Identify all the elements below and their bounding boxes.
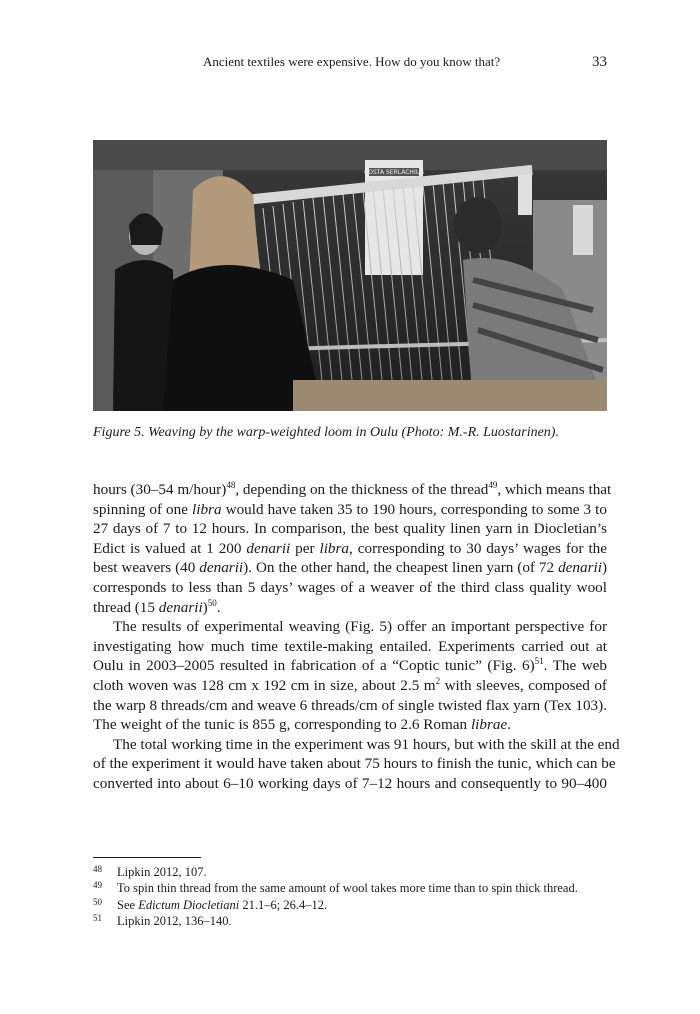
text-line [93, 656, 607, 676]
italic-term: denarii [199, 559, 244, 577]
text: best weavers (40 [93, 559, 200, 577]
italic-term: libra [319, 539, 350, 557]
text: 21.1–6; 26.4–12. [239, 897, 328, 912]
footnote [93, 913, 607, 929]
footnote [93, 864, 607, 880]
text: ). On the other hand, the cheapest linen yarn (of 72 [243, 559, 559, 577]
text: cloth woven was 128 cm x 192 cm in size, about 2.5 m [93, 676, 436, 694]
footnote [93, 880, 607, 896]
text: thread (15 [93, 598, 159, 616]
paragraph-1 [93, 480, 612, 617]
text: , which means that [497, 481, 612, 498]
text: . The web [543, 657, 607, 675]
italic-term: denarii [158, 598, 203, 616]
footnote-ref[interactable]: 48 [226, 480, 236, 490]
text-line: corresponds to less than 5 days’ wages of a weaver of the third class quality wool [93, 578, 607, 596]
text: hours (30–54 m/hour) [93, 481, 227, 498]
text: spinning of one [93, 500, 193, 518]
footnote-number: 48 [93, 864, 102, 874]
text: The weight of the tunic is 855 g, corresponding to 2.6 Roman [93, 716, 471, 734]
body-text [93, 480, 620, 794]
text-line: investigating how much time textile-making entailed. Experiments carried out at [93, 637, 607, 655]
footnote-number: 49 [93, 880, 102, 891]
footnote-text: To spin thin thread from the same amount of wool takes more time than to spin thick thread. [117, 881, 578, 896]
text: would have taken 35 to 190 hours, corresponding to some 3 to [221, 500, 607, 518]
footnote-text: Lipkin 2012, 136–140. [117, 914, 232, 929]
text: with sleeves, composed of [440, 676, 607, 694]
text: ) [601, 559, 607, 577]
text-line: the warp 8 threads/cm and weave 6 threads/cm of single twisted flax yarn (Tex 103). [93, 696, 607, 714]
footnote-ref[interactable]: 51 [534, 656, 544, 667]
text-line [93, 598, 607, 618]
poster-text: COSTA SERLACHIUS [364, 169, 424, 176]
text: per [290, 539, 320, 557]
loom-photo [93, 140, 607, 411]
italic-term: libra [192, 500, 222, 518]
text: See [117, 897, 139, 912]
text-line [93, 539, 607, 559]
text: , depending on the thickness of the thread [235, 481, 489, 498]
italic-term: denarii [246, 539, 291, 557]
text-line: converted into about 6–10 working days of 7–12 hours and consequently to 90–400 [93, 774, 607, 792]
text: ) [202, 598, 208, 616]
footnote-number: 50 [93, 896, 102, 907]
text-line [93, 676, 607, 696]
footnote-text [117, 898, 327, 912]
italic-term: librae [470, 716, 508, 734]
text: Edict is valued at 1 200 [93, 539, 247, 557]
text-line: The total working time in the experiment was 91 hours, but with the skill at the end [113, 735, 620, 753]
footnote-text: Lipkin 2012, 107. [117, 865, 207, 879]
text-line [93, 500, 607, 520]
footnote [93, 897, 607, 913]
running-title: Ancient textiles were expensive. How do you know that? [203, 54, 501, 69]
running-head [93, 54, 607, 74]
text: . [216, 598, 221, 616]
text-line: of the experiment it would have taken about 75 hours to finish the tunic, which can be [93, 755, 616, 773]
paragraph-3 [93, 735, 620, 794]
text-line: 27 days of 7 to 12 hours. In comparison, the best quality linen yarn in Diocletian’s [93, 520, 607, 538]
text: . [507, 716, 512, 734]
footnote-ref[interactable]: 49 [488, 480, 498, 490]
text: Oulu in 2003–2005 resulted in fabrication of a “Coptic tunic” (Fig. 6) [93, 657, 535, 675]
italic-term: Edictum Diocletiani [138, 897, 240, 912]
text-line: The results of experimental weaving (Fig. 5) offer an important perspective for [113, 618, 607, 636]
text: , corresponding to 30 days’ wages for the [349, 539, 607, 557]
paragraph-2 [93, 617, 607, 735]
footnote-divider [93, 857, 201, 858]
text-line [93, 715, 607, 735]
footnotes [93, 864, 607, 930]
text-line [93, 558, 607, 578]
text-line [93, 480, 612, 500]
page-number: 33 [592, 54, 607, 70]
footnote-ref[interactable]: 50 [207, 597, 217, 608]
superscript: 2 [435, 675, 441, 686]
figure-caption: Figure 5. Weaving by the warp-weighted loom in Oulu (Photo: M.-R. Luostarinen). [93, 425, 559, 440]
italic-term: denarii [558, 559, 602, 577]
footnote-number: 51 [93, 913, 102, 924]
